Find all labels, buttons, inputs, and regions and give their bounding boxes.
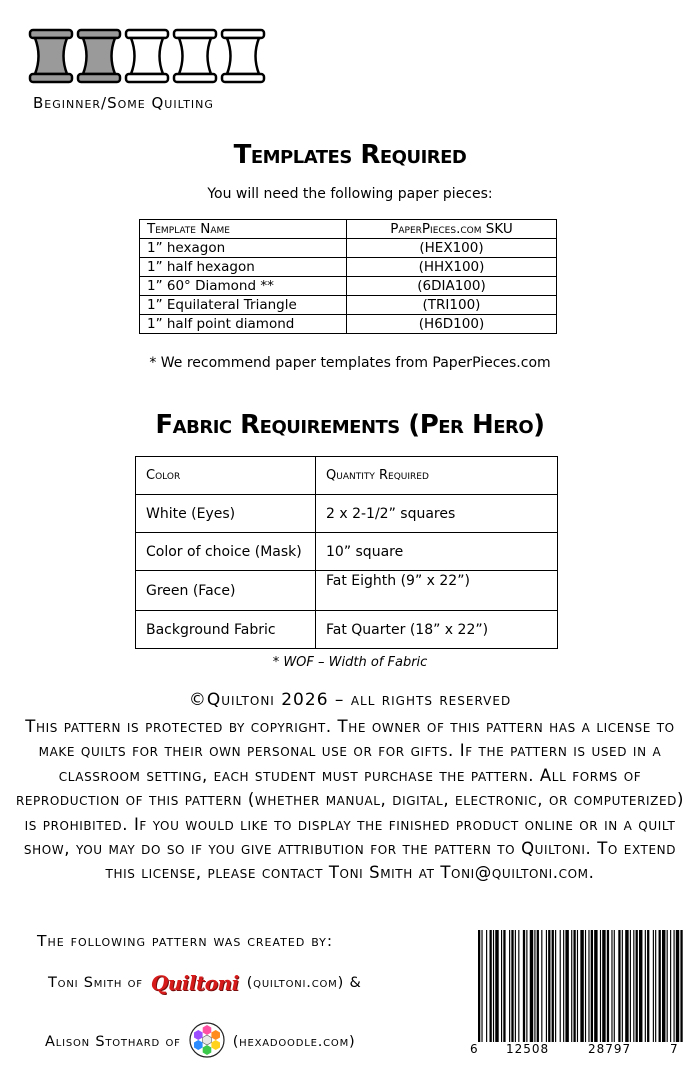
column-header: Color <box>136 457 316 495</box>
table-header-row <box>136 457 558 495</box>
barcode-bar <box>534 930 535 1042</box>
spool-icon-empty <box>124 28 170 84</box>
spool-icon-filled <box>76 28 122 84</box>
table-row <box>140 239 557 258</box>
column-header: PaperPieces.com SKU <box>347 220 557 239</box>
barcode-bar <box>653 930 654 1042</box>
barcode-bars <box>478 930 683 1042</box>
creator-name: Alison Stothard of <box>45 1034 181 1050</box>
templates-table <box>139 219 557 334</box>
barcode-bar <box>680 930 682 1042</box>
barcode-bar <box>509 930 510 1042</box>
column-header: Quantity Required <box>316 457 558 495</box>
barcode-bar <box>636 930 638 1042</box>
barcode-bar <box>563 930 564 1042</box>
templates-intro: You will need the following paper pieces: <box>207 186 493 202</box>
template-name: 1” half hexagon <box>140 258 347 277</box>
barcode-bar <box>622 930 623 1042</box>
template-sku: (TRI100) <box>347 296 557 315</box>
barcode-bar <box>585 930 586 1042</box>
table-header-row <box>140 220 557 239</box>
barcode-bar <box>495 930 498 1042</box>
barcode-bar <box>591 930 593 1042</box>
barcode-bar <box>560 930 561 1042</box>
creator-name: Toni Smith of <box>48 975 143 991</box>
template-name: 1” hexagon <box>140 239 347 258</box>
barcode-bar <box>618 930 620 1042</box>
barcode-bar <box>546 930 547 1042</box>
barcode-bar <box>602 930 605 1042</box>
barcode-bar <box>537 930 539 1042</box>
difficulty-rating <box>28 28 266 84</box>
barcode-bar <box>577 930 578 1042</box>
fabric-color: White (Eyes) <box>136 495 316 533</box>
barcode-bar <box>580 930 583 1042</box>
barcode-bar <box>573 930 575 1042</box>
copyright-body: This pattern is protected by copyright. The owner of this pattern has a license to make quilts for their own personal use or for gifts. If the pattern is used in a classroom setting, each student must purchase the pattern. All forms of reproduction of this pattern (whether manual, digital, electronic, or computerized) is prohibited. If you would like to display the finished product online or in a quilt show, you may do so if you give attribution for the pattern to Quiltoni. To extend this license, please contact Toni Smith at Toni@quiltoni.com. <box>15 717 685 883</box>
barcode-bar <box>478 930 480 1042</box>
barcode-bar <box>614 930 615 1042</box>
barcode-bar <box>503 930 505 1042</box>
barcode-bar <box>662 930 665 1042</box>
barcode-bar <box>633 930 634 1042</box>
template-sku: (HEX100) <box>347 239 557 258</box>
barcode-bar <box>530 930 533 1042</box>
table-row <box>136 611 558 649</box>
barcode-bar <box>501 930 502 1042</box>
barcode-bar <box>655 930 656 1042</box>
barcode-bar <box>676 930 679 1042</box>
barcode-bar <box>555 930 556 1042</box>
template-sku: (HHX100) <box>347 258 557 277</box>
barcode-bar <box>526 930 527 1042</box>
barcode-bar <box>493 930 494 1042</box>
barcode-bar <box>515 930 516 1042</box>
creator-site: (quiltoni.com) & <box>246 975 362 991</box>
barcode-bar <box>571 930 572 1042</box>
fabric-quantity: Fat Eighth (9” x 22”) <box>316 571 558 611</box>
table-row <box>140 296 557 315</box>
barcode-bar <box>645 930 646 1042</box>
fabric-color: Green (Face) <box>136 571 316 611</box>
difficulty-label: Beginner/Some Quilting <box>33 94 214 112</box>
barcode-bar <box>588 930 589 1042</box>
barcode-digit: 6 <box>470 1042 479 1056</box>
recommendation-note: * We recommend paper templates from PaperPieces.com <box>149 355 551 371</box>
barcode-digit: 28797 <box>588 1042 632 1056</box>
fabric-quantity: 10” square <box>316 533 558 571</box>
barcode-bar <box>600 930 601 1042</box>
fabric-quantity: Fat Quarter (18” x 22”) <box>316 611 558 649</box>
barcode-bar <box>630 930 631 1042</box>
fabric-color: Color of choice (Mask) <box>136 533 316 571</box>
barcode-digit: 12508 <box>506 1042 550 1056</box>
barcode-bar <box>667 930 668 1042</box>
copyright-heading: ©Quiltoni 2026 – all rights reserved <box>188 690 512 710</box>
barcode-bar <box>659 930 661 1042</box>
barcode-bar <box>565 930 568 1042</box>
spool-icon-empty <box>172 28 218 84</box>
barcode-bar <box>639 930 642 1042</box>
barcode-bar <box>548 930 550 1042</box>
fabric-quantity: 2 x 2-1/2” squares <box>316 495 558 533</box>
fabric-table <box>135 456 558 649</box>
template-name: 1” Equilateral Triangle <box>140 296 347 315</box>
barcode-bar <box>552 930 554 1042</box>
table-row <box>140 315 557 334</box>
quiltoni-logo: Quiltoni <box>150 971 239 995</box>
barcode <box>470 930 683 1060</box>
spool-icon-empty <box>220 28 266 84</box>
fabric-heading: Fabric Requirements (Per Hero) <box>155 410 545 440</box>
template-sku: (H6D100) <box>347 315 557 334</box>
barcode-bar <box>518 930 519 1042</box>
fabric-color: Background Fabric <box>136 611 316 649</box>
table-row <box>136 495 558 533</box>
barcode-digit: 7 <box>670 1042 679 1056</box>
barcode-bar <box>481 930 482 1042</box>
barcode-bar <box>523 930 525 1042</box>
spool-icon-filled <box>28 28 74 84</box>
barcode-bar <box>541 930 542 1042</box>
barcode-bar <box>674 930 675 1042</box>
table-row <box>140 258 557 277</box>
barcode-bar <box>486 930 487 1042</box>
wof-note: * WOF – Width of Fabric <box>272 655 428 670</box>
barcode-bar <box>611 930 612 1042</box>
credits-heading: The following pattern was created by: <box>37 932 334 950</box>
table-row <box>136 571 558 611</box>
table-row <box>140 277 557 296</box>
column-header: Template Name <box>140 220 347 239</box>
barcode-bar <box>594 930 597 1042</box>
table-row <box>136 533 558 571</box>
templates-heading: Templates Required <box>233 140 467 170</box>
barcode-bar <box>670 930 671 1042</box>
credit-alison <box>45 1022 355 1062</box>
barcode-bar <box>647 930 649 1042</box>
credit-toni <box>48 971 362 995</box>
barcode-bar <box>607 930 609 1042</box>
template-sku: (6DIA100) <box>347 277 557 296</box>
barcode-bar <box>511 930 513 1042</box>
barcode-bar <box>625 930 628 1042</box>
creator-site: (hexadoodle.com) <box>232 1034 356 1050</box>
template-name: 1” half point diamond <box>140 315 347 334</box>
hexagon-flower-icon <box>189 1022 225 1062</box>
barcode-bar <box>490 930 492 1042</box>
template-name: 1” 60° Diamond ** <box>140 277 347 296</box>
